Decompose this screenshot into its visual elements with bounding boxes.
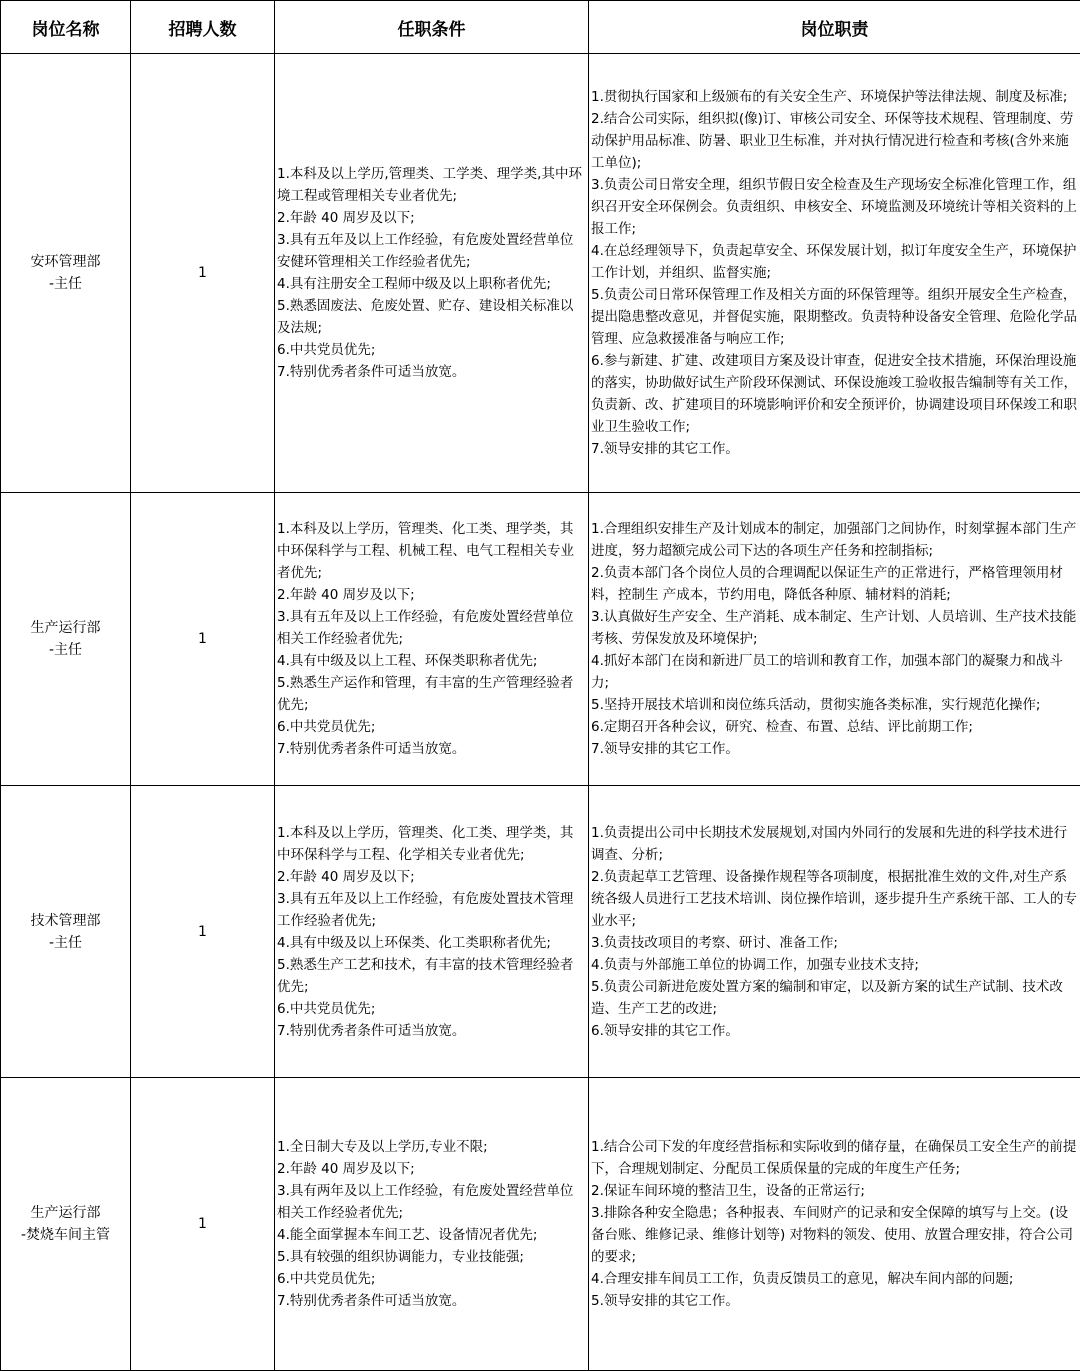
position-cell: 生产运行部 -主任 [1,493,131,786]
requirement-item: 4.具有注册安全工程师中级及以上职称者优先; [277,273,586,295]
duties-cell [589,1078,1080,1371]
header-requirements: 任职条件 [275,1,589,54]
requirement-item: 1.本科及以上学历，管理类、化工类、理学类，其中环保科学与工程、机械工程、电气工程相关专业者优先; [277,518,586,584]
requirement-item: 7.特别优秀者条件可适当放宽。 [277,738,586,760]
requirement-item: 1.全日制大专及以上学历,专业不限; [277,1136,586,1158]
duty-item: 2.保证车间环境的整洁卫生，设备的正常运行; [591,1180,1078,1202]
duty-item: 4.负责与外部施工单位的协调工作，加强专业技术支持; [591,954,1078,976]
requirement-item: 6.中共党员优先; [277,1268,586,1290]
requirement-item: 7.特别优秀者条件可适当放宽。 [277,1020,586,1042]
requirement-item: 3.具有五年及以上工作经验，有危废处置经营单位安健环管理相关工作经验者优先; [277,229,586,273]
table-row [1,1078,1080,1371]
header-count: 招聘人数 [131,1,275,54]
duty-item: 1.负责提出公司中长期技术发展规划,对国内外同行的发展和先进的科学技术进行调查、分析; [591,822,1078,866]
duty-item: 1.结合公司下发的年度经营指标和实际收到的储存量，在确保员工安全生产的前提下，合理规划制定、分配员工保质保量的完成的年度生产任务; [591,1136,1078,1180]
requirement-item: 7.特别优秀者条件可适当放宽。 [277,361,586,383]
duty-item: 3.排除各种安全隐患；各种报表、车间财产的记录和安全保障的填写与上交。(设备台账、维修记录、维修计划等) 对物料的领发、使用、放置合理安排，符合公司的要求; [591,1202,1078,1268]
requirements-cell [275,54,589,493]
count-cell: 1 [131,54,275,493]
duty-item: 5.负责公司新进危废处置方案的编制和审定，以及新方案的试生产试制、技术改造、生产工艺的改进; [591,976,1078,1020]
header-position: 岗位名称 [1,1,131,54]
duty-item: 6.参与新建、扩建、改建项目方案及设计审查，促进安全技术措施，环保治理设施的落实，协助做好试生产阶段环保测试、环保设施竣工验收报告编制等有关工作，负责新、改、扩建项目的环境影响评价和安全预评价，协调建设项目环保竣工和职业卫生验收工作; [591,350,1078,438]
table-row [1,54,1080,493]
requirement-item: 7.特别优秀者条件可适当放宽。 [277,1290,586,1312]
requirement-item: 3.具有两年及以上工作经验，有危废处置经营单位相关工作经验者优先; [277,1180,586,1224]
position-cell: 生产运行部 -焚烧车间主管 [1,1078,131,1371]
requirement-item: 6.中共党员优先; [277,339,586,361]
duty-item: 2.负责本部门各个岗位人员的合理调配以保证生产的正常进行，严格管理领用材料，控制生 产成本，节约用电，降低各种原、辅材料的消耗; [591,562,1078,606]
requirement-item: 6.中共党员优先; [277,716,586,738]
duty-item: 3.负责技改项目的考察、研讨、准备工作; [591,932,1078,954]
duty-item: 3.认真做好生产安全、生产消耗、成本制定、生产计划、人员培训、生产技术技能考核、劳保发放及环境保护; [591,606,1078,650]
duties-cell [589,54,1080,493]
requirements-cell [275,786,589,1078]
requirement-item: 4.具有中级及以上环保类、化工类职称者优先; [277,932,586,954]
duty-item: 7.领导安排的其它工作。 [591,438,1078,460]
duty-item: 1.贯彻执行国家和上级颁布的有关安全生产、环境保护等法律法规、制度及标准; [591,86,1078,108]
requirement-item: 3.具有五年及以上工作经验，有危废处置经营单位相关工作经验者优先; [277,606,586,650]
duty-item: 2.结合公司实际，组织拟(像)订、审核公司安全、环保等技术规程、管理制度、劳动保护用品标准、防暑、职业卫生标准，并对执行情况进行检查和考核(含外来施工单位); [591,108,1078,174]
requirement-item: 5.具有较强的组织协调能力，专业技能强; [277,1246,586,1268]
requirement-item: 2.年龄 40 周岁及以下; [277,584,586,606]
header-row [1,1,1080,54]
table-row [1,493,1080,786]
duty-item: 4.在总经理领导下，负责起草安全、环保发展计划，拟订年度安全生产，环境保护工作计划，并组织、监督实施; [591,240,1078,284]
requirement-item: 1.本科及以上学历，管理类、化工类、理学类，其中环保科学与工程、化学相关专业者优先; [277,822,586,866]
position-cell: 技术管理部 -主任 [1,786,131,1078]
requirement-item: 1.本科及以上学历,管理类、工学类、理学类,其中环境工程或管理相关专业者优先; [277,163,586,207]
requirement-item: 2.年龄 40 周岁及以下; [277,1158,586,1180]
duty-item: 2.负责起草工艺管理、设备操作规程等各项制度，根据批准生效的文件,对生产系统各级人员进行工艺技术培训、岗位操作培训，逐步提升生产系统干部、工人的专业水平; [591,866,1078,932]
duty-item: 4.合理安排车间员工工作，负责反馈员工的意见，解决车间内部的问题; [591,1268,1078,1290]
count-cell: 1 [131,786,275,1078]
duty-item: 5.坚持开展技术培训和岗位练兵活动，贯彻实施各类标准，实行规范化操作; [591,694,1078,716]
requirement-item: 6.中共党员优先; [277,998,586,1020]
count-cell: 1 [131,493,275,786]
requirement-item: 2.年龄 40 周岁及以下; [277,207,586,229]
requirement-item: 3.具有五年及以上工作经验，有危废处置技术管理工作经验者优先; [277,888,586,932]
duty-item: 4.抓好本部门在岗和新进厂员工的培训和教育工作，加强本部门的凝聚力和战斗力; [591,650,1078,694]
requirement-item: 4.具有中级及以上工程、环保类职称者优先; [277,650,586,672]
duty-item: 1.合理组织安排生产及计划成本的制定，加强部门之间协作，时刻掌握本部门生产进度，努力超额完成公司下达的各项生产任务和控制指标; [591,518,1078,562]
requirement-item: 2.年龄 40 周岁及以下; [277,866,586,888]
requirements-cell [275,493,589,786]
table-row [1,786,1080,1078]
position-cell: 安环管理部 -主任 [1,54,131,493]
duty-item: 5.负责公司日常环保管理工作及相关方面的环保管理等。组织开展安全生产检查，提出隐患整改意见，并督促实施，限期整改。负责特种设备安全管理、危险化学品管理、应急救援准备与响应工作; [591,284,1078,350]
requirement-item: 4.能全面掌握本车间工艺、设备情况者优先; [277,1224,586,1246]
count-cell: 1 [131,1078,275,1371]
duty-item: 6.领导安排的其它工作。 [591,1020,1078,1042]
requirement-item: 5.熟悉固废法、危废处置、贮存、建设相关标准以及法规; [277,295,586,339]
duty-item: 3.负责公司日常安全理，组织节假日安全检查及生产现场安全标准化管理工作，组织召开安全环保例会。负责组织、申核安全、环境监测及环境统计等相关资料的上报工作; [591,174,1078,240]
duties-cell [589,493,1080,786]
duty-item: 5.领导安排的其它工作。 [591,1290,1078,1312]
duties-cell [589,786,1080,1078]
requirement-item: 5.熟悉生产工艺和技术，有丰富的技术管理经验者优先; [277,954,586,998]
requirements-cell [275,1078,589,1371]
duty-item: 6.定期召开各种会议，研究、检查、布置、总结、评比前期工作; [591,716,1078,738]
duty-item: 7.领导安排的其它工作。 [591,738,1078,760]
header-duties: 岗位职责 [589,1,1080,54]
requirement-item: 5.熟悉生产运作和管理，有丰富的生产管理经验者优先; [277,672,586,716]
